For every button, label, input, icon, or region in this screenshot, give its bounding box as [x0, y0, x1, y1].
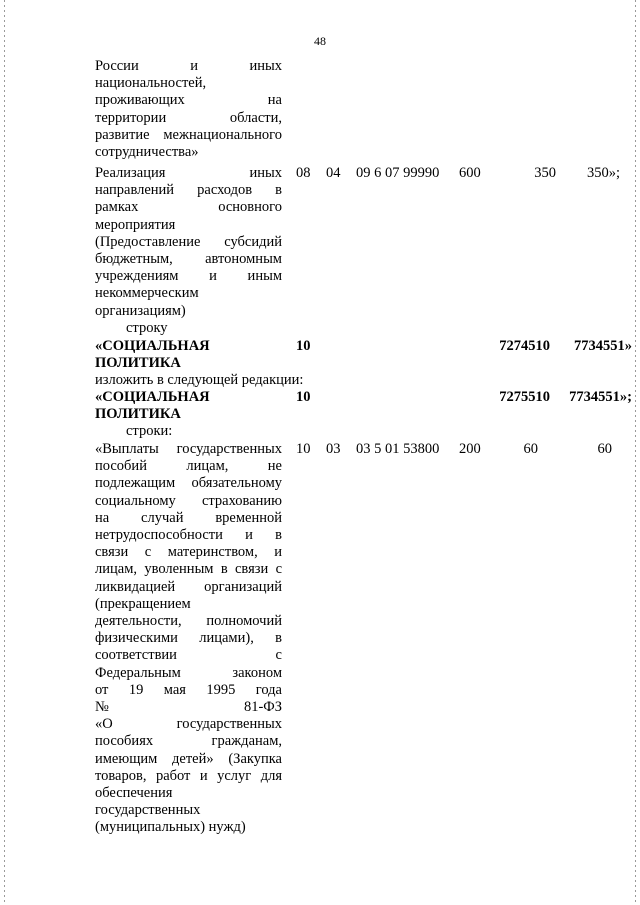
desc-line: имеющим детей» (Закупка [95, 750, 282, 767]
desc-line: ПОЛИТИКА [95, 406, 181, 423]
amount-year-1: 7275510 [499, 389, 550, 405]
desc-line: Федеральным законом [95, 664, 282, 681]
instruction-text: изложить в следующей редакции: [95, 372, 304, 388]
desc-line: ПОЛИТИКА [95, 355, 181, 372]
desc-line: проживающих на [95, 92, 282, 109]
section-code: 08 [296, 165, 311, 181]
instruction-text: строку [126, 320, 168, 336]
expense-type-code: 200 [459, 441, 481, 457]
desc-line: рамках основного [95, 199, 282, 216]
amount-year-2: 350»; [586, 165, 620, 181]
desc-line: лицам, уволенным в связи с [95, 561, 282, 578]
target-article-code: 03 5 01 53800 [356, 441, 440, 457]
desc-line: (Предоставление субсидий [95, 233, 282, 250]
desc-line: № 81-ФЗ [95, 699, 282, 716]
amount-year-2: 7734551»; [569, 389, 632, 405]
desc-line: учреждениям и иным [95, 268, 282, 285]
section-code: 10 [296, 338, 311, 354]
desc-line: «О государственных [95, 716, 282, 733]
desc-line: государственных [95, 802, 201, 819]
row-description [95, 441, 282, 837]
subsection-code: 03 [326, 441, 341, 457]
section-code: 10 [296, 389, 311, 405]
expense-type-code: 600 [459, 165, 481, 181]
scan-edge-right [635, 0, 636, 905]
scan-edge-left [4, 0, 5, 905]
desc-line: товаров, работ и услуг для [95, 767, 282, 784]
instruction-text: строки: [126, 423, 173, 439]
desc-line: бюджетным, автономным [95, 251, 282, 268]
desc-line: на случай временной [95, 509, 282, 526]
desc-line: направлений расходов в [95, 182, 282, 199]
desc-line: физическими лицами), в [95, 630, 282, 647]
desc-line: территории области, [95, 109, 282, 126]
desc-line: пособий лицам, не [95, 458, 282, 475]
desc-line: организациям) [95, 302, 186, 319]
desc-line: ликвидацией организаций [95, 578, 282, 595]
desc-line: социальному страхованию [95, 492, 282, 509]
amount-year-2: 60 [597, 441, 612, 457]
target-article-code: 09 6 07 99990 [356, 165, 440, 181]
row-description [95, 58, 282, 161]
desc-line: Реализация иных [95, 165, 282, 181]
desc-line: обеспечения [95, 785, 173, 802]
row-description [95, 338, 282, 372]
desc-line: соответствии с [95, 647, 282, 664]
desc-line: подлежащим обязательному [95, 475, 282, 492]
page-number: 48 [314, 34, 326, 48]
desc-line: «СОЦИАЛЬНАЯ [95, 389, 210, 405]
desc-line: национальностей, [95, 75, 207, 92]
desc-line: мероприятия [95, 216, 176, 233]
amount-year-1: 60 [523, 441, 538, 457]
desc-line: пособиях гражданам, [95, 733, 282, 750]
desc-line: некоммерческим [95, 285, 199, 302]
desc-line: развитие межнационального [95, 126, 282, 143]
desc-line: нетрудоспособности и в [95, 527, 282, 544]
row-description [95, 389, 282, 423]
desc-line: «СОЦИАЛЬНАЯ [95, 338, 210, 354]
desc-line: связи с материнством, и [95, 544, 282, 561]
desc-line: «Выплаты государственных [95, 441, 282, 457]
desc-line: (муниципальных) нужд) [95, 819, 246, 836]
amount-year-1: 350 [534, 165, 556, 181]
section-code: 10 [296, 441, 311, 457]
desc-line: России и иных [95, 58, 282, 74]
amount-year-1: 7274510 [499, 338, 550, 354]
row-description [95, 165, 282, 320]
desc-line: деятельности, полномочий [95, 613, 282, 630]
desc-line: сотрудничества» [95, 144, 199, 161]
desc-line: (прекращением [95, 595, 191, 612]
amount-year-2: 7734551» [574, 338, 632, 354]
subsection-code: 04 [326, 165, 341, 181]
desc-line: от 19 мая 1995 года [95, 681, 282, 698]
